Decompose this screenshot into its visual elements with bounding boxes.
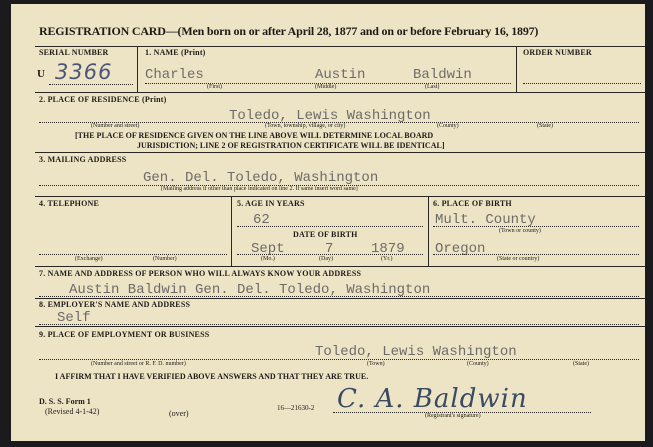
affirmation-text: I AFFIRM THAT I HAVE VERIFIED ABOVE ANSWERS AND THAT THEY ARE TRUE.: [55, 372, 369, 381]
caption-year: (Yr.): [381, 256, 393, 262]
residence-value: Toledo, Lewis Washington: [229, 108, 431, 124]
mailing-address-value: Gen. Del. Toledo, Washington: [143, 170, 379, 186]
registration-card: [11, 4, 645, 441]
dob-month: Sept: [251, 241, 285, 257]
form-code: 16—21630-2: [277, 404, 315, 412]
caption-number: (Number): [153, 256, 177, 262]
caption-town-or-county: (Town or county): [499, 228, 541, 234]
birthplace-county: Mult. County: [435, 212, 536, 228]
caption-state: (State): [537, 123, 553, 129]
signature-caption: (Registrant's signature): [425, 413, 481, 419]
caption-day: (Day): [319, 256, 333, 262]
caption-state-2: (State): [573, 361, 589, 367]
jurisdiction-notice-line1: [THE PLACE OF RESIDENCE GIVEN ON THE LINE ABOVE WILL DETERMINE LOCAL BOARD: [75, 131, 434, 140]
name-label: 1. NAME (Print): [145, 48, 206, 57]
caption-number-street: (Number and street): [91, 123, 140, 129]
caption-county: (County): [437, 123, 459, 129]
caption-county-2: (County): [467, 361, 489, 367]
name-last: Baldwin: [413, 67, 472, 83]
caption-exchange: (Exchange): [75, 256, 103, 262]
employment-place-value: Toledo, Lewis Washington: [315, 344, 517, 360]
caption-last: (Last): [425, 84, 440, 90]
date-of-birth-label: DATE OF BIRTH: [293, 230, 358, 239]
serial-number-value: 3366: [55, 60, 113, 84]
dob-year: 1879: [371, 241, 405, 257]
card-title: REGISTRATION CARD—(Men born on or after April 28, 1877 and on or before February 16, 1897): [39, 24, 539, 38]
residence-label: 2. PLACE OF RESIDENCE (Print): [39, 95, 167, 104]
mailing-address-caption: [Mailing address if other than place indicated on line 2. If same insert word same]: [161, 186, 358, 192]
mailing-address-label: 3. MAILING ADDRESS: [39, 155, 127, 164]
name-first: Charles: [145, 67, 204, 83]
registrant-signature: C. A. Baldwin: [337, 384, 528, 414]
dob-day: 7: [325, 241, 334, 257]
jurisdiction-notice-line2: JURISDICTION; LINE 2 OF REGISTRATION CERTIFICATE WILL BE IDENTICAL]: [137, 141, 445, 150]
caption-town: (Town, township, village, or city): [265, 123, 346, 129]
caption-first: (First): [207, 84, 222, 90]
caption-middle: (Middle): [315, 84, 337, 90]
caption-month: (Mo.): [261, 256, 275, 262]
age-label: 5. AGE IN YEARS: [237, 199, 305, 208]
form-name: D. S. S. Form 1: [39, 397, 91, 406]
birthplace-state: Oregon: [435, 241, 486, 257]
contact-person-value: Austin Baldwin Gen. Del. Toledo, Washington: [69, 282, 431, 298]
serial-number-label: SERIAL NUMBER: [39, 48, 109, 57]
caption-town-2: (Town): [367, 361, 385, 367]
age-value: 62: [253, 212, 270, 228]
caption-state-or-country: (State or country): [497, 256, 540, 262]
employer-value: Self: [57, 310, 91, 326]
serial-prefix: U: [37, 68, 45, 80]
employment-place-label: 9. PLACE OF EMPLOYMENT OR BUSINESS: [39, 330, 210, 339]
order-number-label: ORDER NUMBER: [523, 48, 592, 57]
form-revised: (Revised 4-1-42): [45, 407, 100, 416]
over-note: (over): [169, 409, 189, 418]
telephone-label: 4. TELEPHONE: [39, 199, 100, 208]
place-of-birth-label: 6. PLACE OF BIRTH: [433, 199, 512, 208]
caption-street-rfd: (Number and street or R. F. D. number): [91, 361, 186, 367]
name-middle: Austin: [315, 67, 366, 83]
employer-label: 8. EMPLOYER'S NAME AND ADDRESS: [39, 300, 191, 309]
contact-person-label: 7. NAME AND ADDRESS OF PERSON WHO WILL ALWAYS KNOW YOUR ADDRESS: [39, 269, 362, 278]
